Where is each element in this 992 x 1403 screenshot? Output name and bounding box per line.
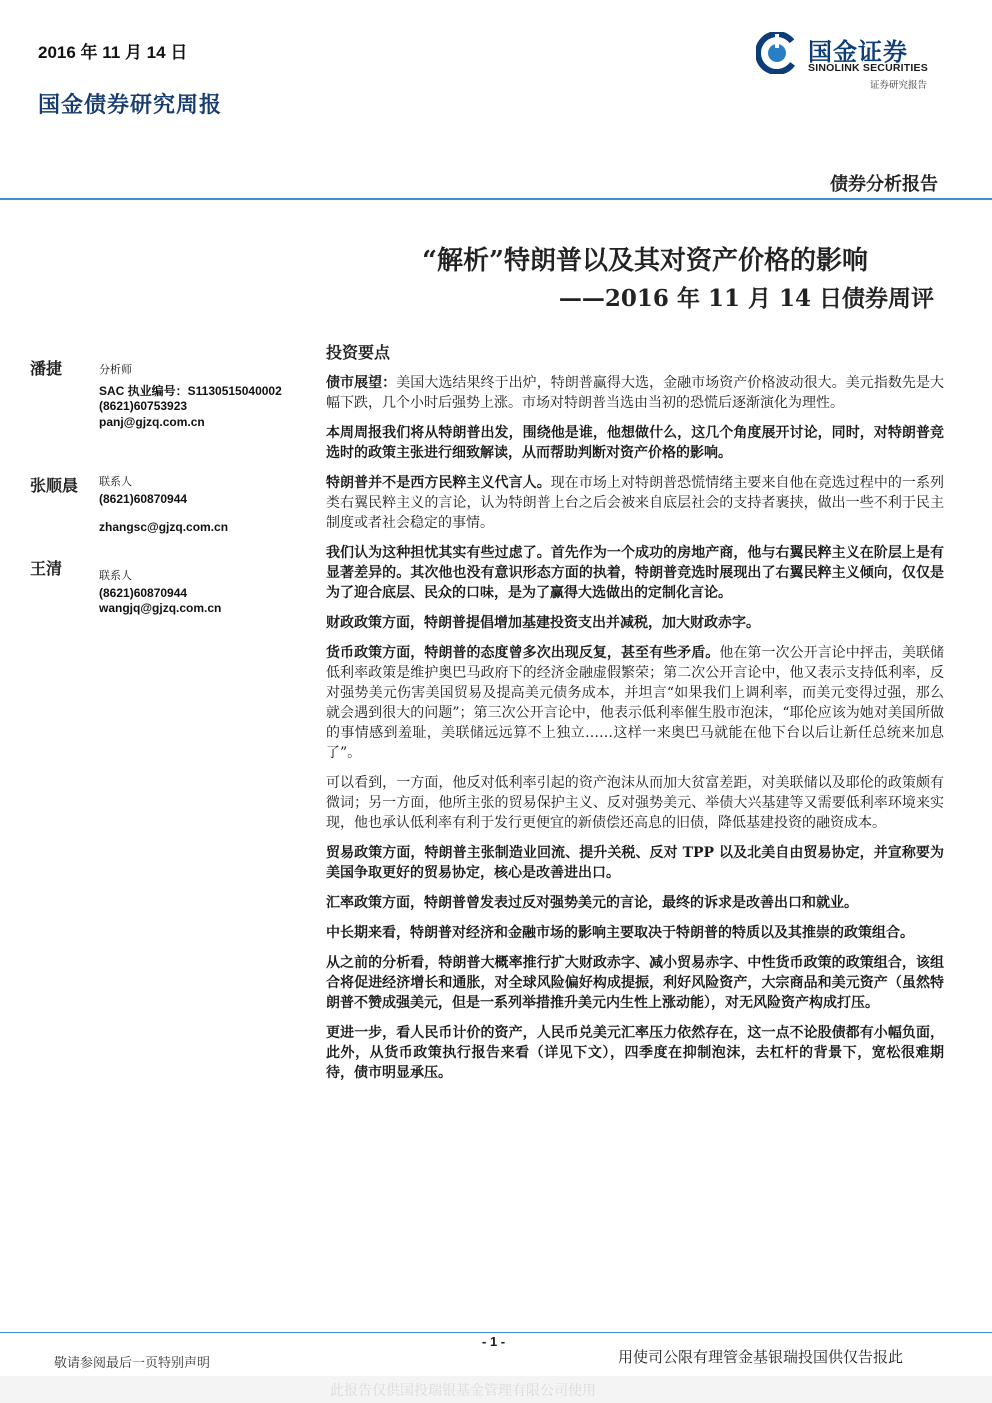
main-content: [326, 340, 944, 1093]
analyst-name: 王清: [30, 559, 63, 578]
report-title: “解析”特朗普以及其对资产价格的影响: [422, 246, 868, 276]
analyst-phone: (8621)60870944: [99, 585, 188, 600]
analyst-phone: (8621)60870944: [99, 491, 188, 506]
page-number: - 1 -: [482, 1334, 506, 1349]
logo-subtitle: 证券研究报告: [870, 80, 928, 91]
report-date: 2016 年 11 月 14 日: [38, 43, 188, 62]
footer-disclaimer: 敬请参阅最后一页特别声明: [54, 1356, 211, 1371]
paragraph: 我们认为这种担忧其实有些过虑了。首先作为一个成功的房地产商，他与右翼民粹主义在阶层上是有显著差异的。其次他也没有意识形态方面的执着，特朗普竞选时展现出了右翼民粹主义倾向，仅仅是为了迎合底层、民众的口味，是为了赢得大选做出的定制化言论。: [326, 545, 944, 601]
analyst-name: 潘捷: [30, 359, 63, 378]
analyst-info: [99, 568, 221, 617]
paragraph: 贸易政策方面，特朗普主张制造业回流、提升关税、反对 TPP 以及北美自由贸易协定，并宣称要为美国争取更好的贸易协定，核心是改善进出口。: [326, 845, 944, 881]
analyst-email[interactable]: wangjq@gjzq.com.cn: [99, 601, 222, 615]
analyst-email[interactable]: zhangsc@gjzq.com.cn: [99, 520, 229, 534]
sinolink-logo-icon: [756, 32, 798, 74]
paragraph: 汇率政策方面，特朗普曾发表过反对强势美元的言论，最终的诉求是改善出口和就业。: [326, 895, 858, 911]
report-subtitle: ——2016 年 11 月 14 日债券周评: [558, 285, 934, 312]
report-series-title: 国金债券研究周报: [38, 92, 223, 118]
analyst-role: 分析师: [99, 363, 132, 376]
analyst-sac: SAC 执业编号：S1130515040002: [99, 383, 282, 398]
watermark-text: 此报告仅供国投瑞银基金管理有限公司使用: [330, 1383, 596, 1399]
paragraph: 特朗普并不是西方民粹主义代言人。现在市场上对特朗普恐慌情绪主要来自他在竞选过程中的一系列类右翼民粹主义的言论，认为特朗普上台之后会被来自底层社会的支持者裹挟，做出一些不利于民主制度或者社会稳定的事情。: [326, 475, 945, 531]
section-title: 投资要点: [326, 343, 391, 362]
analyst-name: 张顺晨: [30, 476, 79, 495]
paragraph: 更进一步，看人民币计价的资产，人民币兑美元汇率压力依然存在，这一点不论股债都有小幅负面，此外，从货币政策执行报告来看（详见下文），四季度在抑制泡沫，去杠杆的背景下，宽松很难期待，债市明显承压。: [326, 1025, 944, 1081]
analyst-role: 联系人: [99, 475, 132, 488]
analyst-phone: (8621)60753923: [99, 399, 188, 413]
report-type: 债券分析报告: [830, 174, 938, 195]
company-logo: [756, 32, 946, 92]
paragraph: 本周周报我们将从特朗普出发，围绕他是谁，他想做什么，这几个角度展开讨论，同时，对特朗普竞选时的政策主张进行细致解读，从而帮助判断对资产价格的影响。: [326, 425, 944, 461]
header-divider: [0, 198, 992, 200]
paragraph: 货币政策方面，特朗普的态度曾多次出现反复，甚至有些矛盾。他在第一次公开言论中抨击，美联储低利率政策是维护奥巴马政府下的经济金融虚假繁荣；第二次公开言论中，他又表示支持低利率，反对强势美元伤害美国贸易及提高美元债务成本，并坦言“如果我们上调利率，而美元变得过强，那么就会遇到很大的问题”；第三次公开言论中，他表示低利率催生股市泡沫，“耶伦应该为她对美国所做的事情感到羞耻，美联储远远算不上独立……这样一来奥巴马就能在他下台以后让新任总统来加息了”。: [326, 645, 945, 761]
analyst-email[interactable]: panj@gjzq.com.cn: [99, 414, 205, 429]
paragraph: 中长期来看，特朗普对经济和金融市场的影响主要取决于特朗普的特质以及其推崇的政策组合。: [326, 925, 914, 941]
analyst-role: 联系人: [99, 569, 132, 582]
paragraph: 可以看到，一方面，他反对低利率引起的资产泡沫从而加大贫富差距，对美联储以及耶伦的政策颇有微词；另一方面，他所主张的贸易保护主义、反对强势美元、举债大兴基建等又需要低利率环境来实现，他也承认低利率有利于发行更便宜的新债偿还高息的旧债，降低基建投资的融资成本。: [326, 775, 944, 831]
logo-english-name: SINOLINK SECURITIES: [808, 62, 928, 74]
logo-chinese-name: 国金证券: [808, 38, 908, 66]
footer-mirrored-license: 用使司公限有理管金基银瑞投国供仅告报此: [618, 1348, 904, 1366]
analyst-info: [99, 474, 228, 536]
analyst-info: [99, 362, 282, 430]
paragraph: 从之前的分析看，特朗普大概率推行扩大财政赤字、减小贸易赤字、中性货币政策的政策组合，该组合将促进经济增长和通胀，对全球风险偏好构成提振，利好风险资产，大宗商品和美元资产（虽然特朗普不赞成强美元，但是一系列举措推升美元内生性上涨动能），对无风险资产构成打压。: [326, 955, 944, 1011]
paragraph: 债市展望：美国大选结果终于出炉，特朗普赢得大选，金融市场资产价格波动很大。美元指数先是大幅下跌，几个小时后强势上涨。市场对特朗普当选由当初的恐慌后逐渐演化为理性。: [326, 375, 944, 411]
paragraph: 财政政策方面，特朗普提倡增加基建投资支出并减税，加大财政赤字。: [326, 615, 760, 631]
analyst-spacer: [99, 507, 228, 514]
footer-divider: [0, 1332, 992, 1333]
